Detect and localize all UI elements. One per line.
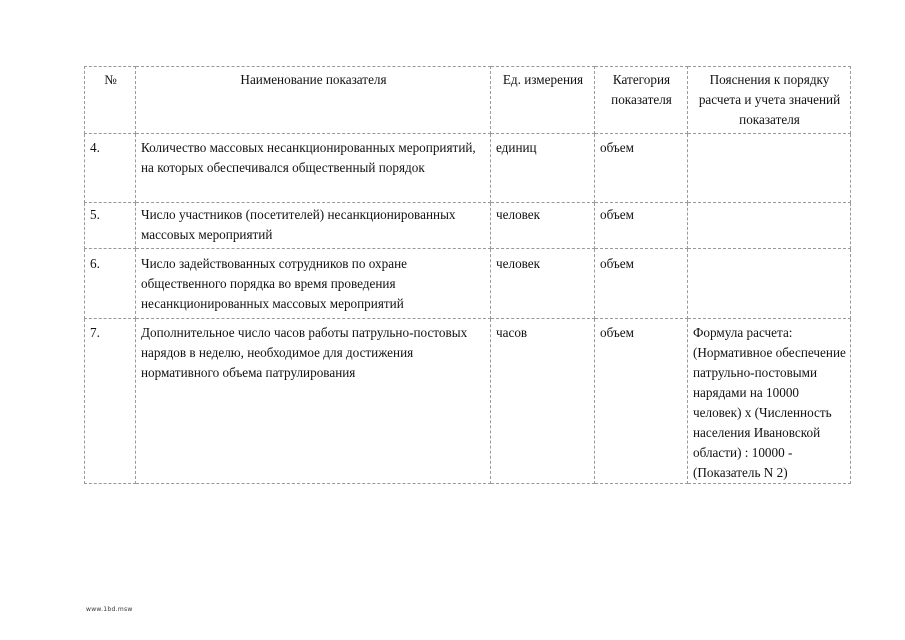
row-unit: часов — [491, 319, 595, 484]
table-row — [85, 319, 851, 484]
table-row — [85, 203, 851, 249]
row-category: объем — [595, 249, 688, 319]
table-row — [85, 134, 851, 203]
row-category: объем — [595, 203, 688, 249]
header-unit: Ед. измерения — [491, 67, 595, 134]
row-category: объем — [595, 134, 688, 203]
row-unit: человек — [491, 249, 595, 319]
table-header-row — [85, 67, 851, 134]
footer-watermark: www.1bd.msw — [86, 606, 133, 613]
row-name: Число участников (посетителей) несанкционированных массовых мероприятий — [136, 203, 491, 249]
header-num: № — [85, 67, 136, 134]
row-num: 6. — [85, 249, 136, 319]
row-num: 7. — [85, 319, 136, 484]
row-unit: единиц — [491, 134, 595, 203]
header-name: Наименование показателя — [136, 67, 491, 134]
row-num: 5. — [85, 203, 136, 249]
header-notes: Пояснения к порядку расчета и учета значений показателя — [688, 67, 851, 134]
header-category: Категория показателя — [595, 67, 688, 134]
table-row — [85, 249, 851, 319]
row-notes: Формула расчета: (Нормативное обеспечение патрульно-постовыми нарядами на 10000 человек) x (Численность населения Ивановской области) : 10000 - (Показатель N 2) — [688, 319, 851, 484]
row-name: Количество массовых несанкционированных мероприятий, на которых обеспечивался общественный порядок — [136, 134, 491, 203]
row-name: Дополнительное число часов работы патрульно-постовых нарядов в неделю, необходимое для достижения нормативного объема патрулирования — [136, 319, 491, 484]
row-num: 4. — [85, 134, 136, 203]
indicators-table — [84, 66, 851, 484]
row-category: объем — [595, 319, 688, 484]
row-notes — [688, 134, 851, 203]
row-notes — [688, 249, 851, 319]
row-name: Число задействованных сотрудников по охране общественного порядка во время проведения несанкционированных массовых мероприятий — [136, 249, 491, 319]
row-unit: человек — [491, 203, 595, 249]
row-notes — [688, 203, 851, 249]
